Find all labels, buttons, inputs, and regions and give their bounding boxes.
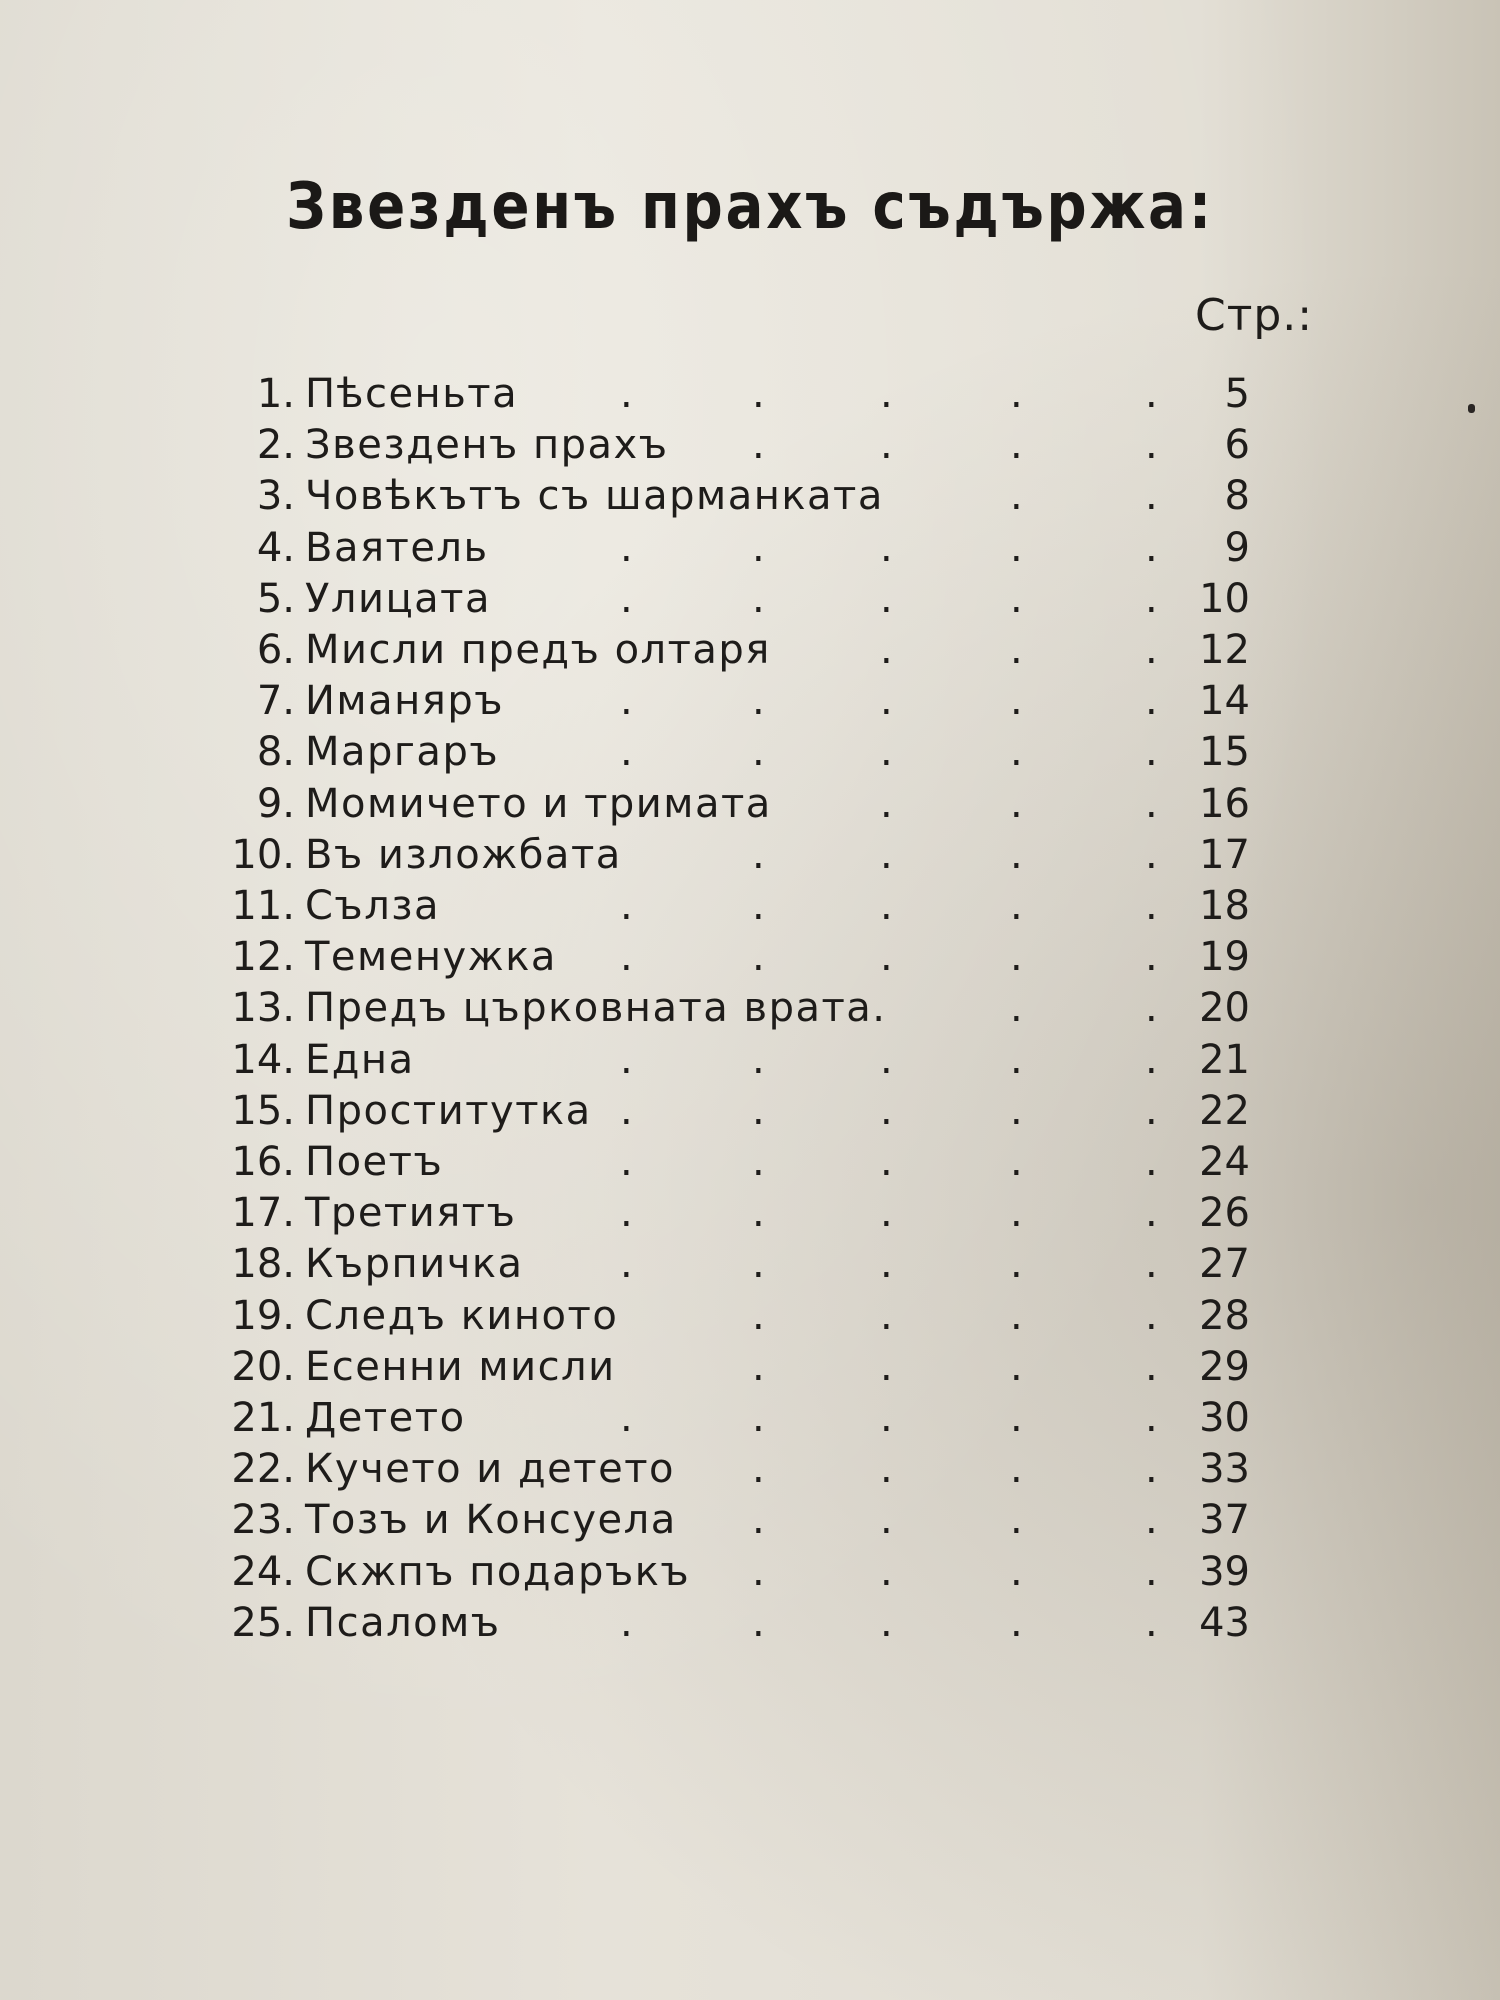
entry-title: Теменужка xyxy=(305,934,557,981)
entry-title: Предъ църковната врата. xyxy=(305,985,887,1032)
entry-number: 13. xyxy=(231,985,295,1032)
entry-page-number: 21 xyxy=(1199,1036,1250,1083)
leader-dot: . xyxy=(752,575,765,622)
entry-title: Псаломъ xyxy=(305,1599,501,1646)
entry-title: Момичето и тримата xyxy=(305,780,772,827)
entry-number: 20. xyxy=(231,1343,295,1390)
leader-dot: . xyxy=(1010,1548,1023,1595)
entry-page-number: 28 xyxy=(1199,1292,1250,1339)
leader-dot: . xyxy=(752,678,765,725)
entry-page-number: 19 xyxy=(1199,934,1250,981)
entry-number: 22. xyxy=(231,1446,295,1493)
leader-dot: . xyxy=(1010,831,1023,878)
leader-dot: . xyxy=(1010,1087,1023,1134)
toc-entry xyxy=(205,1546,1305,1598)
leader-dot: . xyxy=(880,627,893,673)
leader-dot: . xyxy=(1010,780,1023,827)
entry-number: 1. xyxy=(256,371,295,417)
entry-title: Скжпъ подаръкъ xyxy=(305,1548,691,1595)
leader-dot: . xyxy=(620,1241,633,1288)
entry-number: 19. xyxy=(231,1292,295,1339)
entry-number: 2. xyxy=(256,422,295,469)
leader-dot: . xyxy=(880,1292,893,1339)
leader-dot: . xyxy=(1145,1446,1158,1493)
toc-entry xyxy=(205,1136,1305,1188)
leader-dot: . xyxy=(1010,422,1023,469)
entry-page-number: 24 xyxy=(1199,1139,1250,1185)
entry-title: Сълза xyxy=(305,883,441,929)
leader-dot: . xyxy=(1145,473,1158,520)
leader-dot: . xyxy=(1145,1599,1158,1646)
entry-page-number: 17 xyxy=(1199,831,1250,878)
leader-dot: . xyxy=(880,729,893,776)
toc-entry xyxy=(205,1597,1305,1649)
entry-page-number: 15 xyxy=(1199,729,1250,776)
leader-dot: . xyxy=(1010,1395,1023,1441)
leader-dot: . xyxy=(880,524,893,571)
leader-dot: . xyxy=(1145,780,1158,827)
leader-dot: . xyxy=(1010,1497,1023,1544)
leader-dot: . xyxy=(1145,1343,1158,1390)
leader-dot: . xyxy=(880,422,893,469)
leader-dot: . xyxy=(620,524,633,571)
leader-dot: . xyxy=(1010,473,1023,520)
toc-entry xyxy=(205,1494,1305,1546)
leader-dot: . xyxy=(1145,1190,1158,1237)
entry-page-number: 14 xyxy=(1199,678,1250,725)
leader-dot: . xyxy=(880,678,893,725)
entry-number: 4. xyxy=(256,524,295,571)
entry-title: Ваятель xyxy=(305,524,489,571)
leader-dot: . xyxy=(620,678,633,725)
leader-dot: . xyxy=(1145,831,1158,878)
entry-number: 15. xyxy=(231,1087,295,1134)
leader-dot: . xyxy=(752,1599,765,1646)
entry-number: 11. xyxy=(231,883,295,929)
leader-dot: . xyxy=(752,1548,765,1595)
leader-dot: . xyxy=(880,371,893,417)
toc-entry xyxy=(205,1341,1305,1393)
entry-number: 24. xyxy=(231,1548,295,1595)
entry-title: Човѣкътъ съ шарманката xyxy=(305,473,884,520)
entry-title: Мисли предъ олтаря xyxy=(305,627,771,673)
leader-dot: . xyxy=(752,1497,765,1544)
leader-dot: . xyxy=(1010,627,1023,673)
entry-page-number: 33 xyxy=(1199,1446,1250,1493)
leader-dot: . xyxy=(880,1446,893,1493)
leader-dot: . xyxy=(1010,1036,1023,1083)
entry-page-number: 26 xyxy=(1199,1190,1250,1237)
leader-dot: . xyxy=(1145,985,1158,1032)
leader-dot: . xyxy=(880,1036,893,1083)
leader-dot: . xyxy=(1145,1036,1158,1083)
leader-dot: . xyxy=(1145,371,1158,417)
entry-number: 16. xyxy=(231,1139,295,1185)
entry-number: 12. xyxy=(231,934,295,981)
entry-title: Една xyxy=(305,1036,415,1083)
leader-dot: . xyxy=(880,1599,893,1646)
entry-title: Поетъ xyxy=(305,1139,444,1185)
entry-title: Тозъ и Консуела xyxy=(305,1497,677,1544)
entry-page-number: 6 xyxy=(1224,422,1250,469)
entry-title: Иманяръ xyxy=(305,678,504,725)
leader-dot: . xyxy=(752,524,765,571)
entry-number: 3. xyxy=(256,473,295,520)
toc-entry xyxy=(205,829,1305,881)
entry-number: 17. xyxy=(231,1190,295,1237)
leader-dot: . xyxy=(620,1599,633,1646)
leader-dot: . xyxy=(880,1139,893,1185)
leader-dot: . xyxy=(620,1139,633,1185)
leader-dot: . xyxy=(880,575,893,622)
leader-dot: . xyxy=(1145,934,1158,981)
toc-entry xyxy=(205,880,1305,932)
entry-page-number: 5 xyxy=(1224,371,1250,417)
leader-dot: . xyxy=(752,1036,765,1083)
leader-dot: . xyxy=(1145,627,1158,673)
toc-entry xyxy=(205,522,1305,574)
leader-dot: . xyxy=(880,780,893,827)
leader-dot: . xyxy=(752,1292,765,1339)
toc-entry xyxy=(205,1085,1305,1137)
leader-dot: . xyxy=(752,831,765,878)
leader-dot: . xyxy=(752,729,765,776)
toc-entry xyxy=(205,1392,1305,1444)
entry-page-number: 10 xyxy=(1199,575,1250,622)
leader-dot: . xyxy=(880,934,893,981)
leader-dot: . xyxy=(880,1548,893,1595)
entry-title: Пѣсеньта xyxy=(305,371,519,417)
leader-dot: . xyxy=(620,1190,633,1237)
leader-dot: . xyxy=(1010,729,1023,776)
leader-dot: . xyxy=(1145,1548,1158,1595)
entry-page-number: 20 xyxy=(1199,985,1250,1032)
toc-entry xyxy=(205,931,1305,983)
leader-dot: . xyxy=(1010,1241,1023,1288)
leader-dot: . xyxy=(752,371,765,417)
entry-title: Звезденъ прахъ xyxy=(305,422,669,469)
entry-page-number: 9 xyxy=(1224,524,1250,571)
toc-entry xyxy=(205,982,1305,1034)
leader-dot: . xyxy=(880,1395,893,1441)
contents-heading: Звезденъ прахъ съдържа: xyxy=(286,170,1214,244)
leader-dot: . xyxy=(752,1343,765,1390)
entry-title: Кърпичка xyxy=(305,1241,524,1288)
leader-dot: . xyxy=(1145,422,1158,469)
entry-title: Маргаръ xyxy=(305,729,500,776)
leader-dot: . xyxy=(752,883,765,929)
leader-dot: . xyxy=(1145,1241,1158,1288)
leader-dot: . xyxy=(620,883,633,929)
leader-dot: . xyxy=(1010,524,1023,571)
leader-dot: . xyxy=(752,1190,765,1237)
entry-title: Проститутка xyxy=(305,1087,592,1134)
entry-page-number: 18 xyxy=(1199,883,1250,929)
entry-number: 8. xyxy=(256,729,295,776)
entry-number: 18. xyxy=(231,1241,295,1288)
leader-dot: . xyxy=(620,371,633,417)
leader-dot: . xyxy=(1010,575,1023,622)
toc-entry xyxy=(205,1443,1305,1495)
leader-dot: . xyxy=(880,1343,893,1390)
toc-entry xyxy=(205,675,1305,727)
leader-dot: . xyxy=(1145,729,1158,776)
leader-dot: . xyxy=(880,1190,893,1237)
leader-dot: . xyxy=(620,575,633,622)
leader-dot: . xyxy=(752,422,765,469)
toc-entry xyxy=(205,1034,1305,1086)
leader-dot: . xyxy=(620,1087,633,1134)
entry-title: Следъ киното xyxy=(305,1292,619,1339)
entry-title: Улицата xyxy=(305,575,491,622)
entry-page-number: 43 xyxy=(1199,1599,1250,1646)
leader-dot: . xyxy=(1010,678,1023,725)
leader-dot: . xyxy=(620,729,633,776)
leader-dot: . xyxy=(1145,883,1158,929)
leader-dot: . xyxy=(752,1395,765,1441)
leader-dot: . xyxy=(620,934,633,981)
toc-entry xyxy=(205,1290,1305,1342)
entry-number: 9. xyxy=(256,780,295,827)
entry-page-number: 29 xyxy=(1199,1343,1250,1390)
entry-number: 7. xyxy=(256,678,295,725)
entry-number: 25. xyxy=(231,1599,295,1646)
leader-dot: . xyxy=(1010,1292,1023,1339)
leader-dot: . xyxy=(880,831,893,878)
entry-number: 14. xyxy=(231,1036,295,1083)
entry-number: 21. xyxy=(231,1395,295,1441)
leader-dot: . xyxy=(752,1139,765,1185)
leader-dot: . xyxy=(880,883,893,929)
leader-dot: . xyxy=(1010,1599,1023,1646)
toc-entry xyxy=(205,573,1305,625)
entry-page-number: 27 xyxy=(1199,1241,1250,1288)
leader-dot: . xyxy=(1145,1497,1158,1544)
entry-page-number: 16 xyxy=(1199,780,1250,827)
leader-dot: . xyxy=(880,1497,893,1544)
entry-page-number: 30 xyxy=(1199,1395,1250,1441)
leader-dot: . xyxy=(1145,524,1158,571)
leader-dot: . xyxy=(620,1395,633,1441)
ink-speck xyxy=(1468,404,1475,413)
leader-dot: . xyxy=(1010,883,1023,929)
toc-entry xyxy=(205,726,1305,778)
entry-number: 5. xyxy=(256,575,295,622)
leader-dot: . xyxy=(1010,1190,1023,1237)
toc-entry xyxy=(205,368,1305,420)
leader-dot: . xyxy=(752,1241,765,1288)
entry-page-number: 39 xyxy=(1199,1548,1250,1595)
leader-dot: . xyxy=(752,934,765,981)
entry-number: 6. xyxy=(256,627,295,673)
leader-dot: . xyxy=(880,1087,893,1134)
leader-dot: . xyxy=(1010,934,1023,981)
toc-entry xyxy=(205,778,1305,830)
entry-page-number: 22 xyxy=(1199,1087,1250,1134)
leader-dot: . xyxy=(1010,1343,1023,1390)
toc-entry xyxy=(205,624,1305,676)
entry-title: Детето xyxy=(305,1395,466,1441)
leader-dot: . xyxy=(620,1036,633,1083)
leader-dot: . xyxy=(1145,1139,1158,1185)
leader-dot: . xyxy=(1010,1446,1023,1493)
entry-title: Въ изложбата xyxy=(305,831,622,878)
leader-dot: . xyxy=(1145,1395,1158,1441)
toc-entry xyxy=(205,1187,1305,1239)
toc-entry xyxy=(205,419,1305,471)
leader-dot: . xyxy=(1145,575,1158,622)
leader-dot: . xyxy=(1010,371,1023,417)
leader-dot: . xyxy=(1010,985,1023,1032)
entry-number: 10. xyxy=(231,831,295,878)
leader-dot: . xyxy=(1145,678,1158,725)
toc-entry xyxy=(205,470,1305,522)
entry-number: 23. xyxy=(231,1497,295,1544)
leader-dot: . xyxy=(1145,1292,1158,1339)
entry-title: Кучето и детето xyxy=(305,1446,675,1493)
entry-page-number: 12 xyxy=(1199,627,1250,673)
entry-page-number: 8 xyxy=(1224,473,1250,520)
toc-entry xyxy=(205,1238,1305,1290)
leader-dot: . xyxy=(1010,1139,1023,1185)
entry-title: Есенни мисли xyxy=(305,1343,616,1390)
leader-dot: . xyxy=(752,1446,765,1493)
leader-dot: . xyxy=(880,1241,893,1288)
entry-title: Третиятъ xyxy=(305,1190,517,1237)
leader-dot: . xyxy=(1145,1087,1158,1134)
page-column-label: Стр.: xyxy=(1195,290,1314,341)
entry-page-number: 37 xyxy=(1199,1497,1250,1544)
leader-dot: . xyxy=(752,1087,765,1134)
